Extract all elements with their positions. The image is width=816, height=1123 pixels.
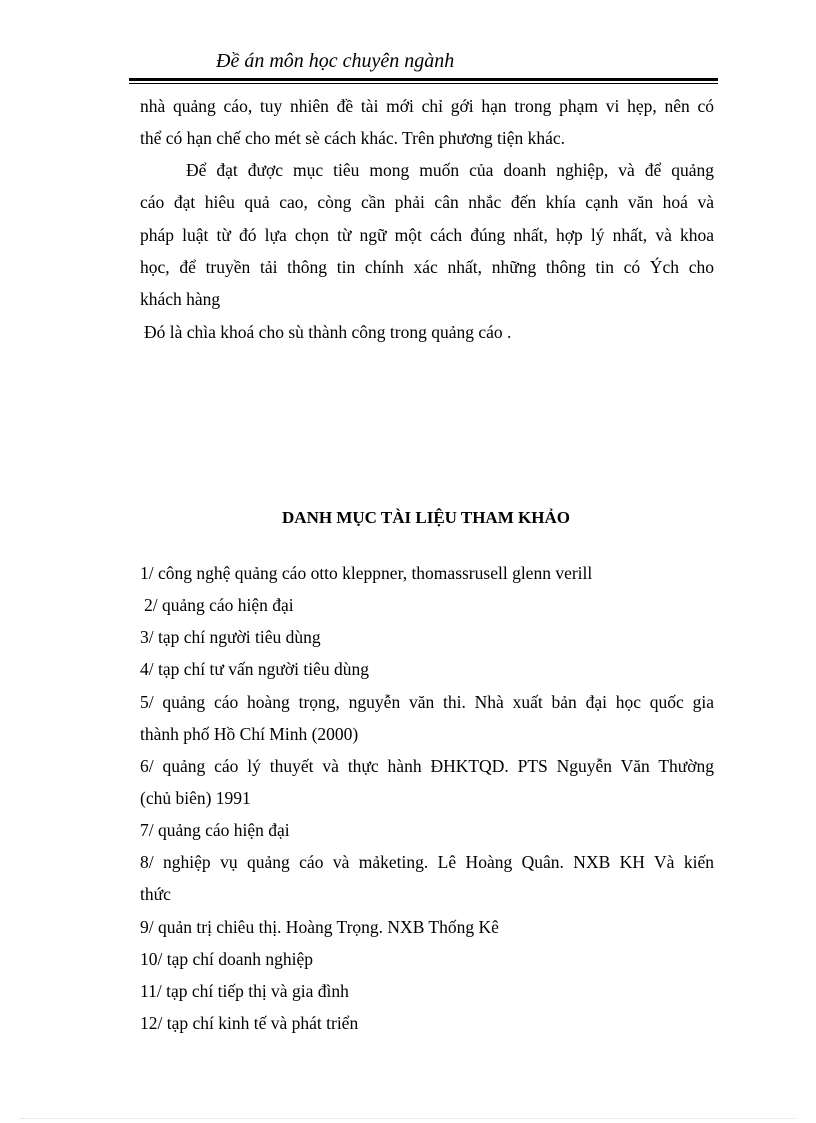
reference-item: 1/ công nghệ quảng cáo otto kleppner, thomassrusell glenn verill	[140, 563, 593, 583]
page-header-title: Đề án môn học chuyên ngành	[216, 50, 455, 72]
reference-item: 5/ quảng cáo hoàng trọng, nguyễn văn thi. Nhà xuất bản đại học quốc gia	[140, 692, 714, 712]
header-rule-thin	[129, 83, 718, 84]
body-line: thể có hạn chế cho mét sè cách khác. Trên phương tiện khác.	[140, 128, 565, 148]
body-line: Đó là chìa khoá cho sù thành công trong quảng cáo .	[144, 322, 512, 342]
reference-item: 4/ tạp chí tư vấn người tiêu dùng	[140, 659, 369, 679]
reference-item-continued: thức	[140, 884, 171, 904]
body-line: cáo đạt hiêu quả cao, còng cần phải cân nhắc đến khía cạnh văn hoá và	[140, 192, 714, 212]
body-line: khách hàng	[140, 289, 221, 309]
reference-item: 8/ nghiệp vụ quảng cáo và mảketing. Lê Hoàng Quân. NXB KH Và kiến	[140, 852, 714, 872]
reference-item-continued: (chủ biên) 1991	[140, 788, 251, 808]
body-line: học, để truyền tải thông tin chính xác nhất, những thông tin có Ých cho	[140, 257, 714, 277]
reference-item: 2/ quảng cáo hiện đại	[144, 595, 294, 615]
reference-item-continued: thành phố Hồ Chí Minh (2000)	[140, 724, 359, 744]
reference-item: 6/ quảng cáo lý thuyết và thực hành ĐHKTQD. PTS Nguyễn Văn Thường	[140, 756, 714, 776]
reference-item: 11/ tạp chí tiếp thị và gia đình	[140, 981, 349, 1001]
reference-item: 9/ quản trị chiêu thị. Hoàng Trọng. NXB Thống Kê	[140, 917, 499, 937]
body-line: pháp luật từ đó lựa chọn từ ngữ một cách đúng nhất, hợp lý nhất, và khoa	[140, 225, 714, 245]
page-bottom-edge	[20, 1118, 796, 1119]
header-rule-thick	[129, 78, 718, 81]
reference-item: 7/ quảng cáo hiện đại	[140, 820, 290, 840]
reference-item: 12/ tạp chí kinh tế và phát triển	[140, 1013, 359, 1033]
reference-item: 10/ tạp chí doanh nghiệp	[140, 949, 314, 969]
reference-item: 3/ tạp chí người tiêu dùng	[140, 627, 321, 647]
body-line: nhà quảng cáo, tuy nhiên đề tài mới chỉ gới hạn trong phạm vi hẹp, nên có	[140, 96, 714, 116]
body-line: Để đạt được mục tiêu mong muốn của doanh nghiệp, và để quảng	[186, 160, 714, 180]
references-heading: DANH MỤC TÀI LIỆU THAM KHẢO	[282, 508, 570, 527]
